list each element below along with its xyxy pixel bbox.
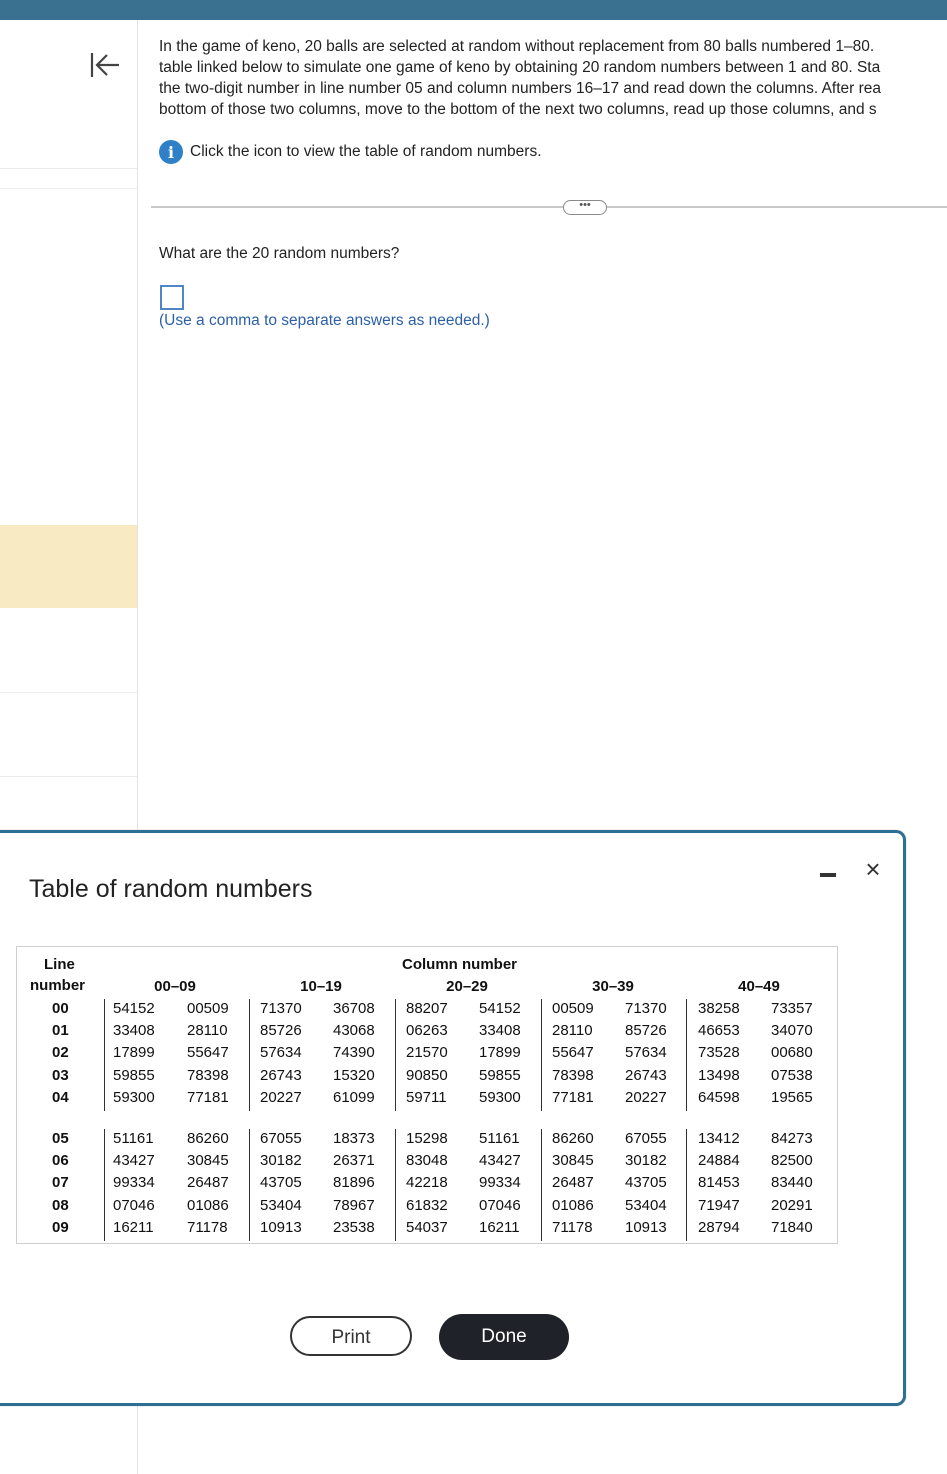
column-separator — [541, 999, 542, 1111]
block2-cell: 67055 — [625, 1130, 667, 1147]
block2-cell: 07046 — [113, 1196, 155, 1214]
block2-cell: 84273 — [771, 1130, 813, 1147]
block1-cell: 54152 — [113, 1000, 155, 1017]
column-separator — [686, 999, 687, 1111]
more-button[interactable]: ••• — [563, 200, 607, 215]
block1-cell: 85726 — [625, 1022, 667, 1040]
block1-cell: 74390 — [333, 1044, 375, 1062]
block1-cell: 59711 — [406, 1088, 447, 1106]
block1-cell: 71370 — [625, 1000, 667, 1017]
block1-cell: 46653 — [698, 1022, 740, 1040]
column-group-header: 30–39 — [592, 978, 634, 995]
block1-cell: 78398 — [187, 1066, 229, 1084]
block2-cell: 30845 — [187, 1152, 229, 1170]
block2-cell: 30182 — [260, 1152, 302, 1170]
sidebar-divider — [0, 188, 137, 189]
block2-cell: 26487 — [552, 1174, 594, 1192]
block2-cell: 53404 — [625, 1196, 667, 1214]
line-number: 04 — [52, 1088, 69, 1106]
block2-cell: 23538 — [333, 1218, 375, 1236]
block2-cell: 43427 — [113, 1152, 155, 1170]
block1-cell: 54152 — [479, 1000, 521, 1017]
column-separator — [541, 1129, 542, 1241]
block2-cell: 78967 — [333, 1196, 375, 1214]
block1-cell: 57634 — [625, 1044, 667, 1062]
block2-cell: 26487 — [187, 1174, 229, 1192]
block1-cell: 61099 — [333, 1088, 375, 1106]
minimize-icon[interactable] — [817, 863, 839, 885]
block1-cell: 85726 — [260, 1022, 302, 1040]
block1-cell: 17899 — [479, 1044, 521, 1062]
block1-cell: 88207 — [406, 1000, 448, 1017]
sidebar-divider — [0, 776, 137, 777]
sidebar-highlight — [0, 525, 137, 608]
block1-cell: 57634 — [260, 1044, 302, 1062]
block2-cell: 01086 — [187, 1196, 229, 1214]
block1-cell: 73357 — [771, 1000, 813, 1017]
column-number-header: Column number — [402, 956, 517, 973]
block1-cell: 59855 — [479, 1066, 521, 1084]
column-group-header: 40–49 — [738, 978, 780, 995]
block1-cell: 20227 — [625, 1088, 667, 1106]
block1-cell: 15320 — [333, 1066, 375, 1084]
column-separator — [395, 1129, 396, 1241]
prompt-text: What are the 20 random numbers? — [159, 245, 400, 262]
block1-cell: 19565 — [771, 1088, 813, 1106]
answer-hint: (Use a comma to separate answers as needed.) — [159, 312, 490, 329]
column-separator — [686, 1129, 687, 1241]
block1-cell: 17899 — [113, 1044, 155, 1062]
question-text — [159, 36, 947, 120]
block2-cell: 99334 — [479, 1174, 521, 1192]
line-number: 01 — [52, 1022, 69, 1040]
answer-input[interactable] — [160, 285, 184, 310]
block1-cell: 59855 — [113, 1066, 155, 1084]
block2-cell: 15298 — [406, 1130, 448, 1147]
block2-cell: 82500 — [771, 1152, 813, 1170]
block1-cell: 00509 — [552, 1000, 594, 1017]
block1-cell: 06263 — [406, 1022, 448, 1040]
block2-cell: 71178 — [552, 1218, 593, 1236]
block1-cell: 43068 — [333, 1022, 375, 1040]
question-line: the two-digit number in line number 05 and column numbers 16–17 and read down the columns. After rea — [159, 80, 882, 97]
info-icon[interactable]: i — [159, 140, 183, 164]
line-number: 09 — [52, 1218, 69, 1236]
block2-cell: 51161 — [113, 1130, 154, 1147]
line-number: 02 — [52, 1044, 69, 1062]
done-button[interactable]: Done — [439, 1314, 569, 1360]
question-line: In the game of keno, 20 balls are selected at random without replacement from 80 balls numbered 1–80. — [159, 38, 875, 55]
block2-cell: 71178 — [187, 1218, 228, 1236]
block2-cell: 83440 — [771, 1174, 813, 1192]
block2-cell: 71947 — [698, 1196, 740, 1214]
block2-cell: 28794 — [698, 1218, 740, 1236]
block2-cell: 61832 — [406, 1196, 448, 1214]
line-header: Line — [44, 956, 75, 973]
question-line: table linked below to simulate one game of keno by obtaining 20 random numbers between 1 and 80. Sta — [159, 59, 881, 76]
info-link-text: Click the icon to view the table of random numbers. — [190, 143, 542, 160]
random-numbers-dialog — [0, 830, 906, 1406]
block1-cell: 20227 — [260, 1088, 302, 1106]
print-button[interactable]: Print — [290, 1316, 412, 1356]
block2-cell: 26371 — [333, 1152, 375, 1170]
block2-cell: 99334 — [113, 1174, 155, 1192]
info-link-row — [159, 140, 542, 164]
collapse-back-icon[interactable] — [88, 50, 122, 80]
top-bar — [0, 0, 947, 20]
block2-cell: 51161 — [479, 1130, 520, 1147]
column-separator — [395, 999, 396, 1111]
block1-cell: 33408 — [479, 1022, 521, 1040]
line-number: 07 — [52, 1174, 69, 1192]
block2-cell: 10913 — [625, 1218, 667, 1236]
block1-cell: 55647 — [187, 1044, 229, 1062]
block1-cell: 26743 — [625, 1066, 667, 1084]
random-numbers-table — [16, 946, 838, 1244]
column-group-header: 10–19 — [300, 978, 342, 995]
block2-cell: 30182 — [625, 1152, 667, 1170]
block2-cell: 10913 — [260, 1218, 302, 1236]
line-number: 08 — [52, 1196, 69, 1214]
line-number: 06 — [52, 1152, 69, 1170]
block1-cell: 77181 — [552, 1088, 594, 1106]
block1-cell: 73528 — [698, 1044, 740, 1062]
column-separator — [104, 1129, 105, 1241]
column-separator — [249, 999, 250, 1111]
block2-cell: 54037 — [406, 1218, 448, 1236]
block1-cell: 00509 — [187, 1000, 229, 1017]
column-group-header: 20–29 — [446, 978, 488, 995]
block1-cell: 13498 — [698, 1066, 740, 1084]
block2-cell: 20291 — [771, 1196, 813, 1214]
line-number: 03 — [52, 1066, 69, 1084]
block1-cell: 36708 — [333, 1000, 375, 1017]
block2-cell: 86260 — [187, 1130, 229, 1147]
block1-cell: 28110 — [187, 1022, 228, 1040]
block2-cell: 07046 — [479, 1196, 521, 1214]
block1-cell: 77181 — [187, 1088, 229, 1106]
block2-cell: 16211 — [479, 1218, 520, 1236]
block1-cell: 34070 — [771, 1022, 813, 1040]
block2-cell: 01086 — [552, 1196, 594, 1214]
block2-cell: 24884 — [698, 1152, 740, 1170]
block2-cell: 86260 — [552, 1130, 594, 1147]
dialog-title: Table of random numbers — [29, 875, 313, 903]
block2-cell: 67055 — [260, 1130, 302, 1147]
line-number: 00 — [52, 1000, 69, 1017]
block2-cell: 81453 — [698, 1174, 740, 1192]
column-separator — [249, 1129, 250, 1241]
block1-cell: 28110 — [552, 1022, 593, 1040]
block1-cell: 38258 — [698, 1000, 740, 1017]
block1-cell: 59300 — [113, 1088, 155, 1106]
question-line: bottom of those two columns, move to the bottom of the next two columns, read up those columns, and s — [159, 101, 877, 118]
block2-cell: 18373 — [333, 1130, 375, 1147]
block1-cell: 26743 — [260, 1066, 302, 1084]
sidebar-divider — [0, 692, 137, 693]
line-number: 05 — [52, 1130, 69, 1147]
block1-cell: 71370 — [260, 1000, 302, 1017]
block2-cell: 43427 — [479, 1152, 521, 1170]
column-separator — [104, 999, 105, 1111]
column-group-header: 00–09 — [154, 978, 196, 995]
block1-cell: 90850 — [406, 1066, 448, 1084]
block1-cell: 21570 — [406, 1044, 448, 1062]
section-divider — [151, 206, 947, 208]
block2-cell: 30845 — [552, 1152, 594, 1170]
block2-cell: 43705 — [625, 1174, 667, 1192]
block1-cell: 64598 — [698, 1088, 740, 1106]
block1-cell: 78398 — [552, 1066, 594, 1084]
close-icon[interactable]: × — [865, 854, 881, 884]
block2-cell: 71840 — [771, 1218, 813, 1236]
block2-cell: 42218 — [406, 1174, 448, 1192]
block2-cell: 81896 — [333, 1174, 375, 1192]
block2-cell: 16211 — [113, 1218, 154, 1236]
block2-cell: 83048 — [406, 1152, 448, 1170]
line-header: number — [30, 977, 86, 994]
sidebar-divider — [0, 168, 137, 169]
block1-cell: 59300 — [479, 1088, 521, 1106]
block2-cell: 53404 — [260, 1196, 302, 1214]
block2-cell: 13412 — [698, 1130, 740, 1147]
block1-cell: 07538 — [771, 1066, 813, 1084]
block1-cell: 00680 — [771, 1044, 813, 1062]
block1-cell: 33408 — [113, 1022, 155, 1040]
block2-cell: 43705 — [260, 1174, 302, 1192]
block1-cell: 55647 — [552, 1044, 594, 1062]
